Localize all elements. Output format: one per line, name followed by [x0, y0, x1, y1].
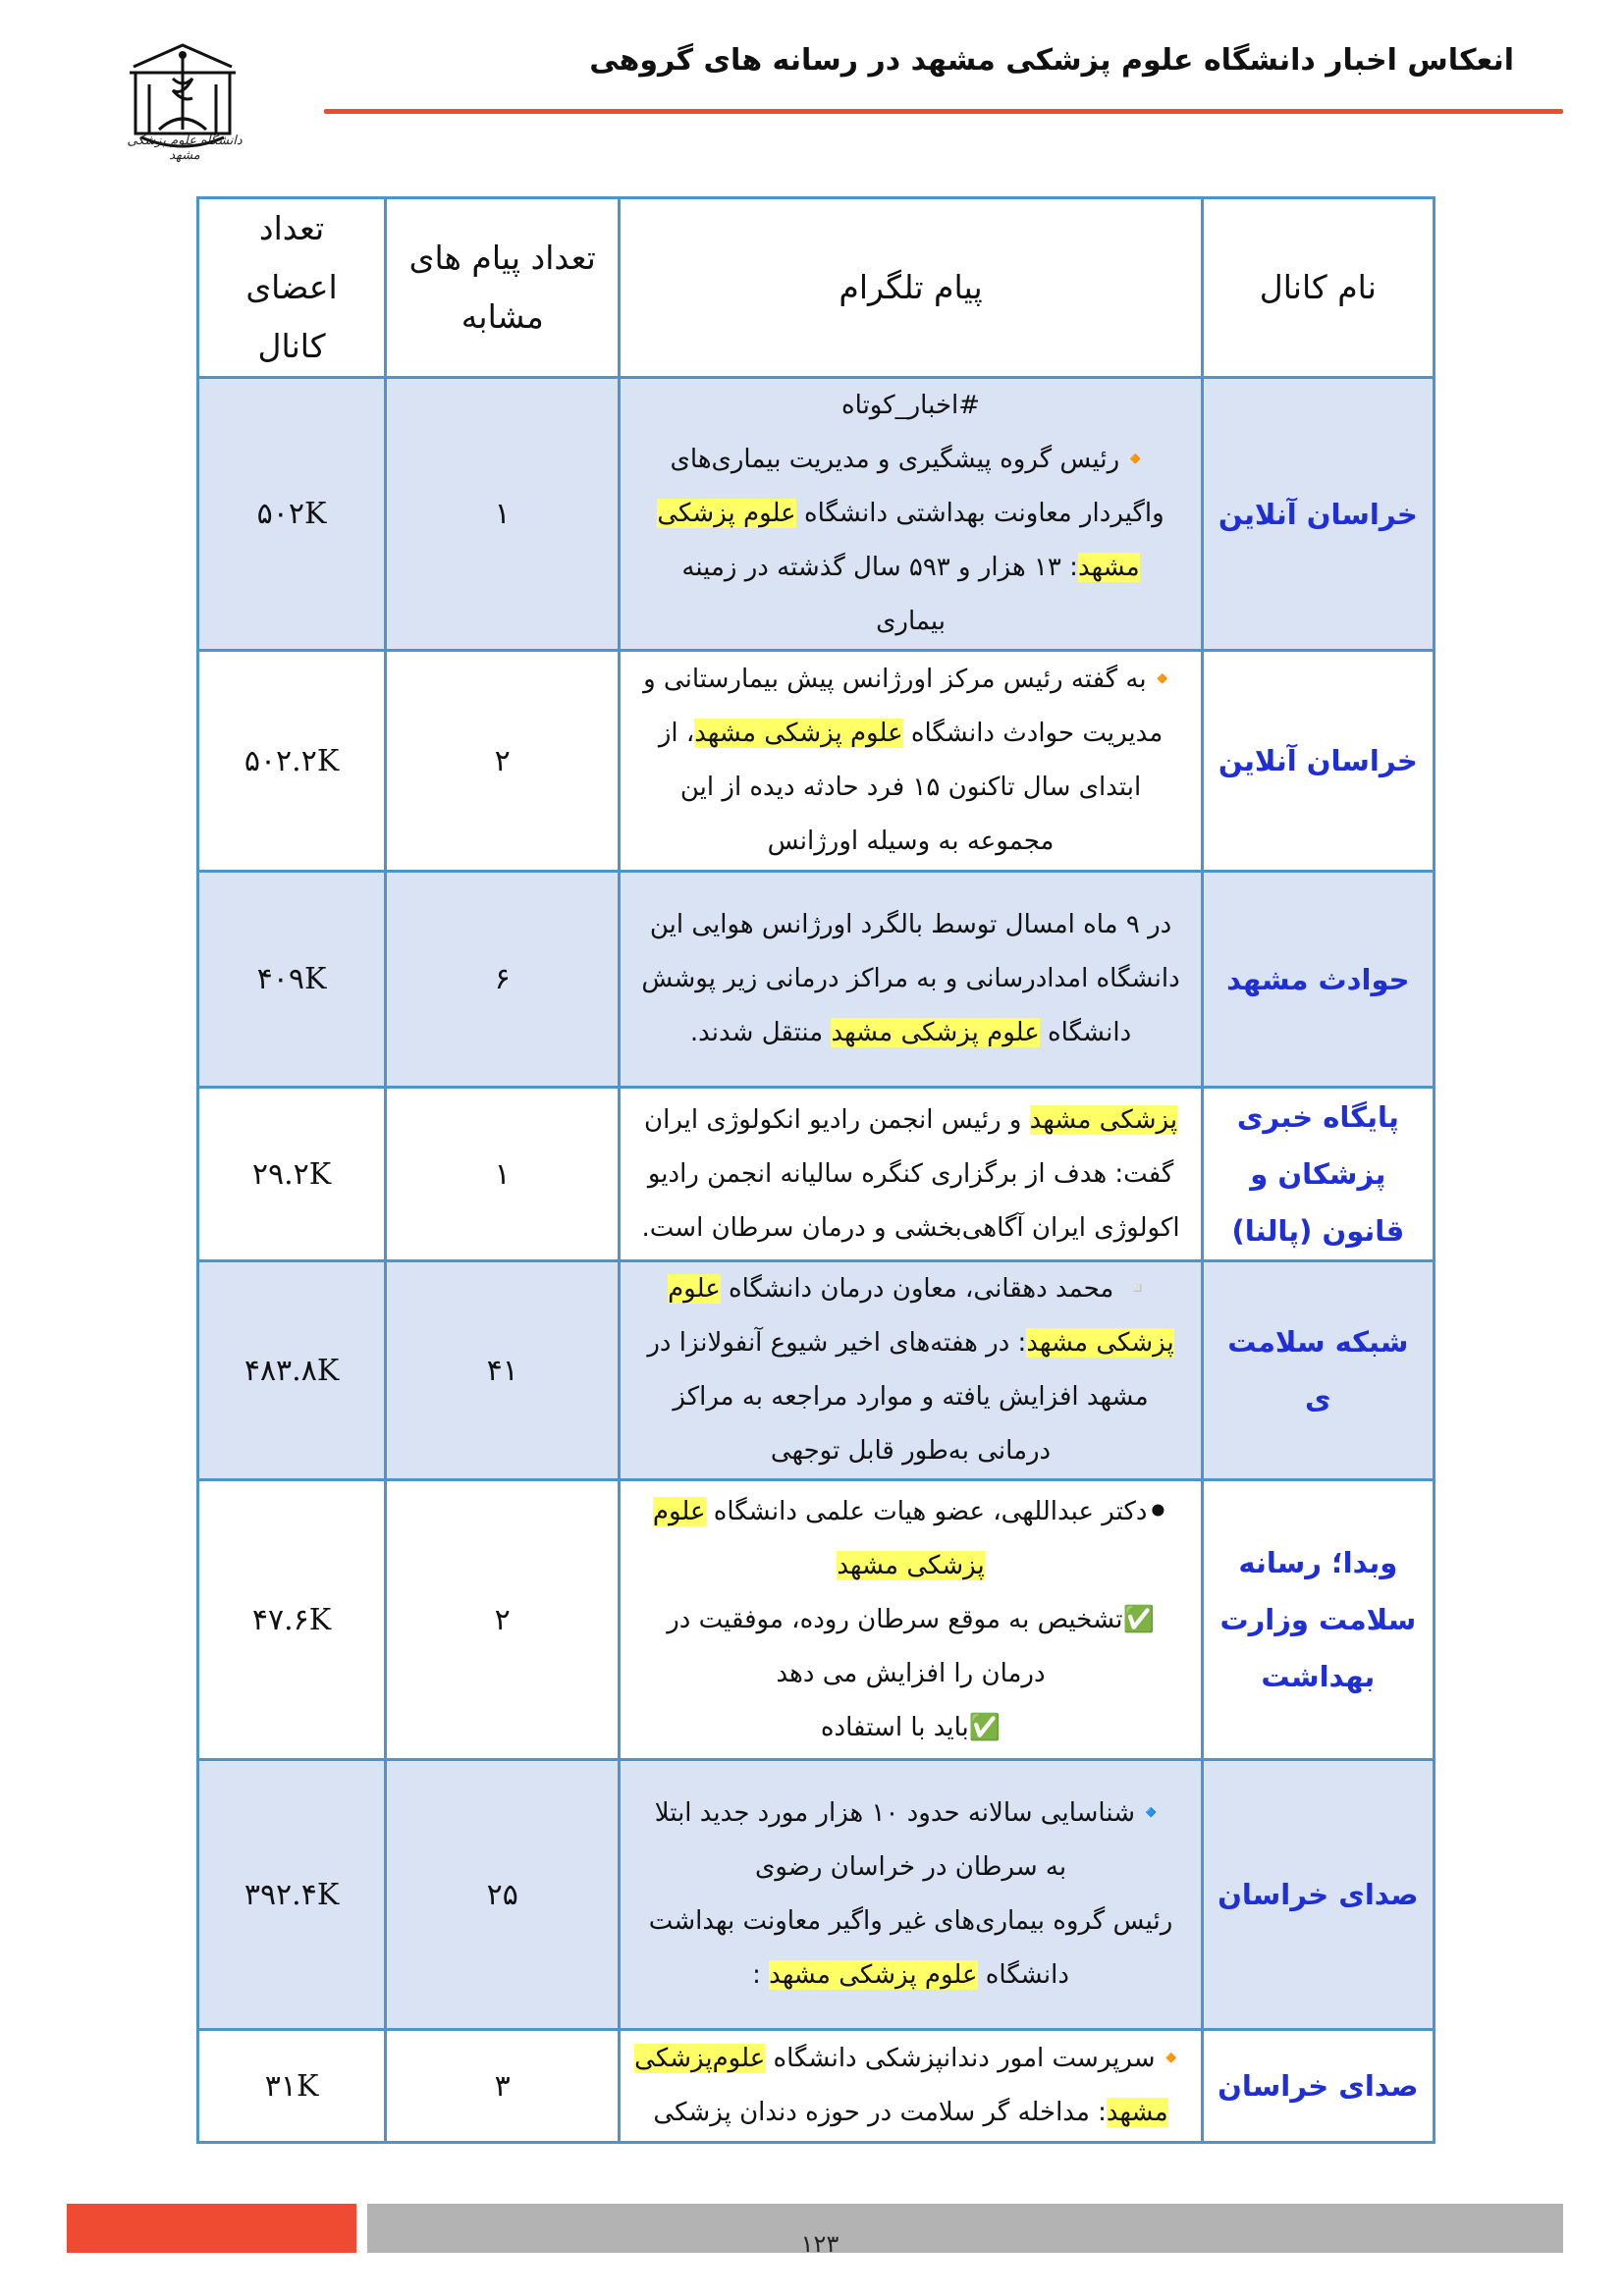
highlighted-keyword: پزشکی مشهد — [837, 1550, 985, 1580]
message-line — [630, 898, 1190, 952]
highlighted-keyword: علوم — [668, 1274, 721, 1304]
header-telegram-message: پیام تلگرام — [620, 198, 1202, 378]
message-text: بیماری — [876, 607, 947, 636]
member-count: ۴۰۹K — [198, 872, 386, 1088]
message-line — [630, 1485, 1190, 1539]
message-text: رئیس گروه بیماری‌های غیر واگیر معاونت بهداشت — [648, 1906, 1173, 1936]
message-text: مجموعه به وسیله اورژانس — [767, 827, 1055, 856]
message-line — [630, 707, 1190, 761]
message-line — [630, 1949, 1190, 2002]
similar-count: ۲ — [386, 1480, 620, 1760]
message-line — [630, 1262, 1190, 1316]
highlighted-keyword: پزشکی مشهد — [1026, 1328, 1174, 1358]
message-text: ▫️ محمد دهقانی، معاون درمان دانشگاه — [720, 1274, 1154, 1304]
page-title: انعکاس اخبار دانشگاه علوم پزشکی مشهد در رسانه های گروهی — [589, 43, 1514, 78]
channel-name: صدای خراسان — [1202, 1760, 1434, 2030]
member-count: ۵۰۲.۲K — [198, 651, 386, 872]
message-text: به سرطان در خراسان رضوی — [755, 1852, 1067, 1882]
highlighted-keyword: پزشکی مشهد — [1029, 1104, 1178, 1135]
highlighted-keyword: علوم پزشکی مشهد — [769, 1960, 978, 1990]
channel-name: شبکه سلامت ی — [1202, 1261, 1434, 1480]
header-member-count: تعداد اعضای کانال — [198, 198, 386, 378]
table-row — [198, 2030, 1435, 2143]
message-text: واگیردار معاونت بهداشتی دانشگاه — [795, 499, 1164, 528]
message-text: 🔸سرپرست امور دندانپزشکی دانشگاه — [765, 2044, 1187, 2073]
message-line — [630, 1316, 1190, 1370]
similar-count: ۳ — [386, 2030, 620, 2143]
table-row — [198, 1088, 1435, 1261]
message-text: مشهد افزایش یافته و موارد مراجعه به مراکز — [673, 1382, 1149, 1412]
table-row — [198, 1760, 1435, 2030]
message-line — [630, 1539, 1190, 1593]
similar-count: ۲۵ — [386, 1760, 620, 2030]
table-row — [198, 872, 1435, 1088]
highlighted-keyword: علوم پزشکی — [657, 499, 796, 528]
message-line — [630, 1094, 1190, 1148]
news-table — [196, 196, 1435, 2144]
similar-count: ۱ — [386, 378, 620, 651]
member-count: ۳۹۲.۴K — [198, 1760, 386, 2030]
similar-count: ۲ — [386, 651, 620, 872]
similar-count: ۱ — [386, 1088, 620, 1261]
table-row — [198, 1261, 1435, 1480]
member-count: ۴۸۳.۸K — [198, 1261, 386, 1480]
highlighted-keyword: علوم پزشکی مشهد — [831, 1018, 1040, 1047]
telegram-message — [620, 1088, 1202, 1261]
message-line — [630, 379, 1190, 433]
message-line — [630, 1148, 1190, 1201]
highlighted-keyword: مشهد — [1077, 553, 1140, 582]
message-text: دانشگاه — [977, 1960, 1069, 1990]
message-line — [630, 815, 1190, 869]
telegram-message — [620, 1760, 1202, 2030]
member-count: ۴۷.۶K — [198, 1480, 386, 1760]
page-number: ۱۲۳ — [800, 2230, 839, 2258]
message-text: ✅تشخیص به موقع سرطان روده، موفقیت در — [667, 1604, 1155, 1634]
highlighted-keyword: علوم‌پزشکی — [634, 2044, 766, 2073]
message-line — [630, 1593, 1190, 1647]
footer-accent-bar — [67, 2204, 356, 2253]
message-line — [630, 1201, 1190, 1255]
table-row — [198, 1480, 1435, 1760]
header-channel-name: نام کانال — [1202, 198, 1434, 378]
message-line — [630, 1895, 1190, 1949]
message-line — [630, 2032, 1190, 2086]
channel-name: وبدا؛ رسانه سلامت وزارت بهداشت — [1202, 1480, 1434, 1760]
message-text: ابتدای سال تاکنون ۱۵ فرد حادثه دیده از این — [679, 773, 1142, 802]
message-line — [630, 1701, 1190, 1755]
logo-caption: دانشگاه علوم پزشکی مشهد — [127, 133, 243, 163]
message-line — [630, 653, 1190, 707]
message-text: : در هفته‌های اخیر شیوع آنفولانزا در — [647, 1328, 1027, 1358]
telegram-message — [620, 1480, 1202, 1760]
header-rule — [324, 109, 1563, 114]
message-line — [630, 541, 1190, 595]
channel-name: حوادث مشهد — [1202, 872, 1434, 1088]
message-line — [630, 1647, 1190, 1701]
telegram-message — [620, 2030, 1202, 2143]
message-line — [630, 1424, 1190, 1478]
message-text: دانشگاه امدادرسانی و به مراکز درمانی زیر پوشش — [641, 964, 1180, 993]
channel-name: خراسان آنلاین — [1202, 378, 1434, 651]
message-text: : — [752, 1960, 770, 1990]
message-line — [630, 761, 1190, 815]
message-text: درمان را افزایش می دهد — [776, 1658, 1046, 1688]
message-text: #اخبار_کوتاه — [841, 391, 981, 420]
footer-gray-bar — [367, 2204, 1563, 2253]
message-line — [630, 595, 1190, 649]
telegram-message — [620, 872, 1202, 1088]
message-text: گفت: هدف از برگزاری کنگره سالیانه انجمن رادیو — [647, 1158, 1174, 1189]
message-text: ⚫دکتر عبداللهی، عضو هیات علمی دانشگاه — [705, 1496, 1169, 1526]
message-line — [630, 487, 1190, 541]
message-line — [630, 433, 1190, 487]
message-text: 🔸به گفته رئیس مرکز اورژانس پیش بیمارستانی و — [643, 665, 1178, 694]
telegram-message — [620, 1261, 1202, 1480]
highlighted-keyword: علوم — [652, 1496, 706, 1526]
message-text: در ۹ ماه امسال توسط بالگرد اورژانس هوایی این — [649, 910, 1172, 939]
message-text: اکولوژی ایران آگاهی‌بخشی و درمان سرطان است. — [641, 1212, 1180, 1243]
message-text: ✅باید با استفاده — [820, 1712, 1001, 1742]
header-similar-count: تعداد پیام های مشابه — [386, 198, 620, 378]
message-line — [630, 1370, 1190, 1424]
message-text: ، از — [658, 719, 695, 748]
table-row — [198, 651, 1435, 872]
member-count: ۵۰۲K — [198, 378, 386, 651]
message-line — [630, 1841, 1190, 1895]
message-text: منتقل شدند. — [689, 1018, 832, 1047]
telegram-message — [620, 378, 1202, 651]
message-line — [630, 952, 1190, 1006]
message-line — [630, 1006, 1190, 1060]
highlighted-keyword: علوم پزشکی مشهد — [694, 719, 903, 748]
message-text: : ۱۳ هزار و ۵۹۳ سال گذشته در زمینه — [681, 553, 1078, 582]
similar-count: ۶ — [386, 872, 620, 1088]
message-line — [630, 2086, 1190, 2140]
channel-name: صدای خراسان — [1202, 2030, 1434, 2143]
member-count: ۲۹.۲K — [198, 1088, 386, 1261]
table-row — [198, 378, 1435, 651]
similar-count: ۴۱ — [386, 1261, 620, 1480]
message-text: و رئیس انجمن رادیو انکولوژی ایران — [644, 1104, 1030, 1135]
member-count: ۳۱K — [198, 2030, 386, 2143]
message-text: درمانی به‌طور قابل توجهی — [770, 1436, 1052, 1466]
message-text: : مداخله گر سلامت در حوزه دندان پزشکی — [653, 2098, 1107, 2127]
message-text: 🔹شناسایی سالانه حدود ۱۰ هزار مورد جدید ابتلا — [654, 1798, 1167, 1828]
table-header-row — [198, 198, 1435, 378]
channel-name: پایگاه خبری پزشکان و قانون (پالنا) — [1202, 1088, 1434, 1261]
message-line — [630, 1787, 1190, 1841]
message-text: دانشگاه — [1039, 1018, 1132, 1047]
message-text: مدیریت حوادث دانشگاه — [902, 719, 1164, 748]
telegram-message — [620, 651, 1202, 872]
message-text: 🔸رئیس گروه پیشگیری و مدیریت بیماری‌های — [670, 445, 1152, 474]
channel-name: خراسان آنلاین — [1202, 651, 1434, 872]
highlighted-keyword: مشهد — [1106, 2098, 1168, 2127]
